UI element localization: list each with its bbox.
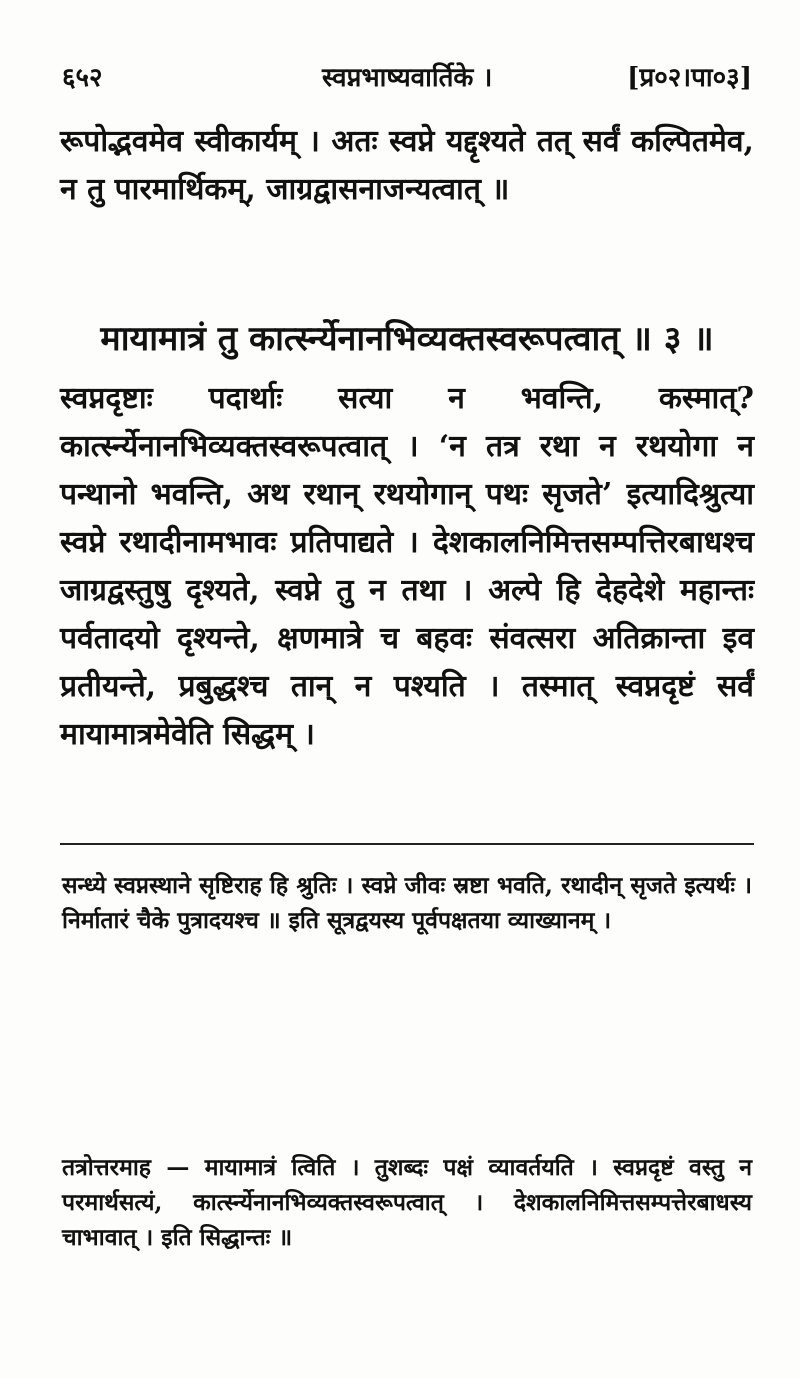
- sutra-heading: मायामात्रं तु कार्त्स्न्येनानभिव्यक्तस्वरूपत्वात् ॥ ३ ॥: [100, 319, 714, 359]
- running-head: [62, 58, 752, 98]
- running-title: स्वप्नभाष्यवार्तिके ।: [322, 63, 493, 93]
- footnote-1: सन्ध्ये स्वप्नस्थाने सृष्टिराह हि श्रुतिः । स्वप्ने जीवः स्रष्टा भवति, रथादीन् सृजते इत्यर्थः । निर्मातारं चैके पुत्रादयश्च ॥ इति सूत्रद्वयस्य पूर्वपक्षतया व्याख्यानम् ।: [62, 872, 752, 934]
- body-paragraph-main: स्वप्नदृष्टाः पदार्थाः सत्या न भवन्ति, कस्मात्? कार्त्स्न्येनानभिव्यक्तस्वरूपत्वात् । ‘न तत्र रथा न रथयोगा न पन्थानो भवन्ति, अथ रथान् रथयोगान् पथः सृजते’ इत्यादिश्रुत्या स्वप्ने रथादीनामभावः प्रतिपाद्यते । देशकालनिमित्तसम्पत्तिरबाधश्च जाग्रद्वस्तुषु दृश्यते, स्वप्ने तु न तथा । अल्पे हि देहदेशे महान्तः पर्वतादयो दृश्यन्ते, क्षणमात्रे च बहवः संवत्सरा अतिक्रान्ता इव प्रतीयन्ते, प्रबुद्धश्च तान् न पश्यति । तस्मात् स्वप्नदृष्टं सर्वं मायामात्रमेवेति सिद्धम् ।: [60, 381, 754, 752]
- chapter-reference: [प्र०२।पा०३]: [627, 63, 752, 93]
- footnote-divider: [60, 843, 754, 845]
- body-paragraph-top: रूपोद्भवमेव स्वीकार्यम् । अतः स्वप्ने यद्दृश्यते तत् सर्वं कल्पितमेव, न तु पारमार्थिकम्, जाग्रद्वासनाजन्यत्वात् ॥: [60, 124, 754, 207]
- footnote-2: तत्रोत्तरमाह — मायामात्रं त्विति । तुशब्दः पक्षं व्यावर्तयति । स्वप्नदृष्टं वस्तु न परमार्थसत्यं, कार्त्स्न्येनानभिव्यक्तस्वरूपत्वात् । देशकालनिमित्तसम्पत्तेरबाधस्य चाभावात् । इति सिद्धान्तः ॥: [62, 1154, 752, 1251]
- page-number: ६५२: [62, 63, 103, 93]
